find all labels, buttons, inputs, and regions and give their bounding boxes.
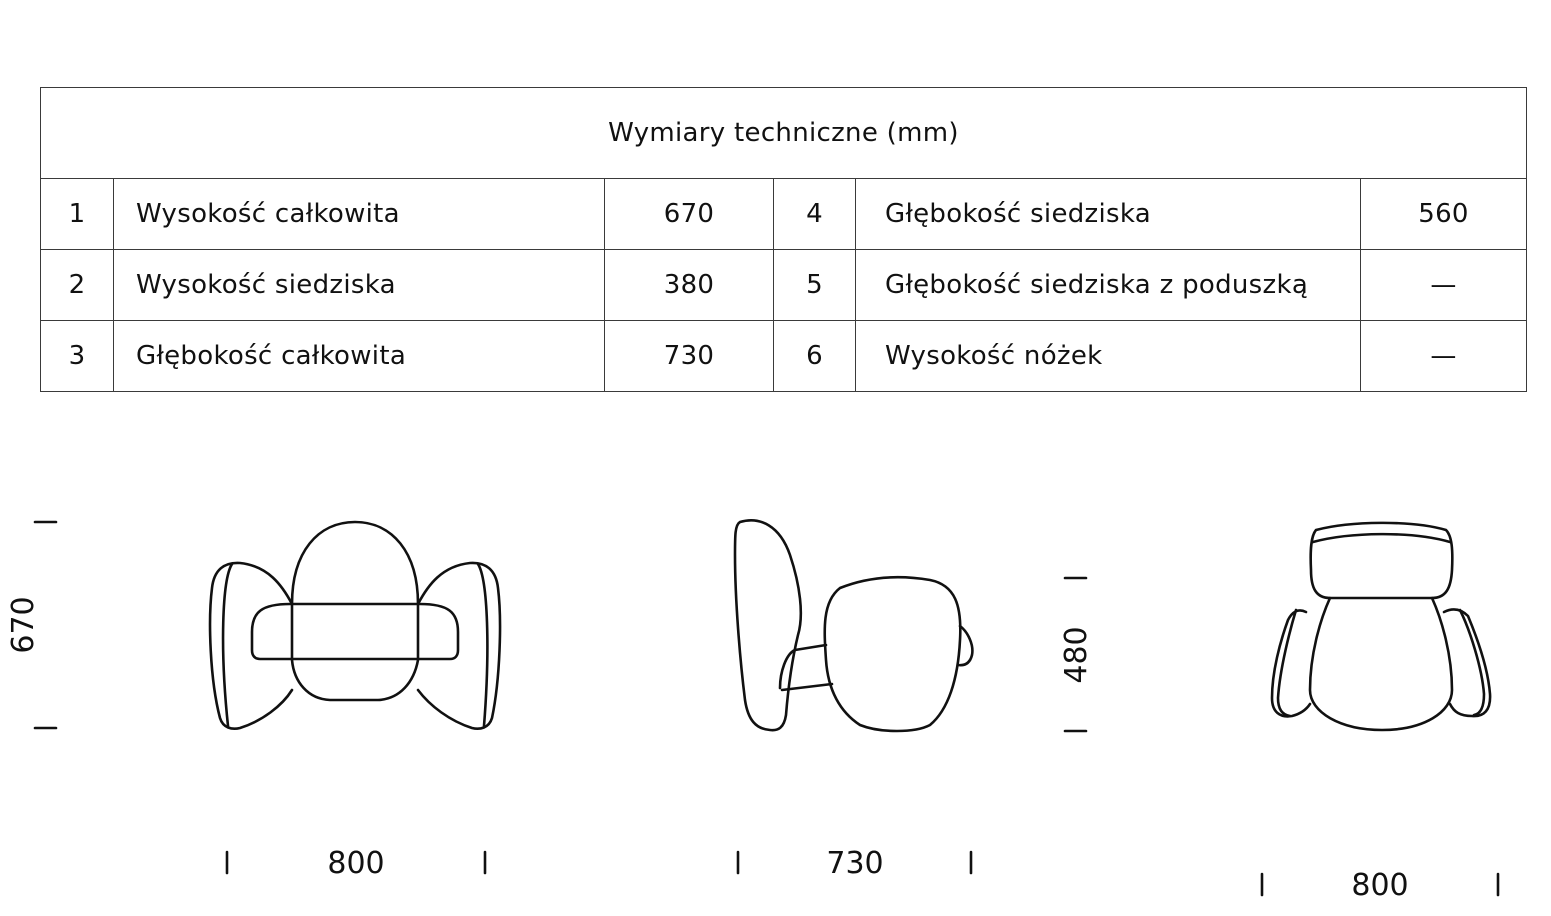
row-number: 5 (774, 250, 856, 321)
row-number: 4 (774, 179, 856, 250)
dimension-value: 560 (1361, 179, 1527, 250)
dimension-label: Wysokość siedziska (114, 250, 605, 321)
dimension-value: — (1361, 250, 1527, 321)
front-width-label: 800 (327, 846, 385, 881)
dimension-label: Wysokość nóżek (856, 321, 1361, 392)
side-seat-height-label: 480 (1059, 626, 1094, 684)
side-depth-label: 730 (826, 846, 884, 881)
row-number: 1 (41, 179, 114, 250)
dimension-value: 380 (605, 250, 774, 321)
dimension-label: Głębokość całkowita (114, 321, 605, 392)
back-view-drawing (1272, 523, 1490, 730)
front-height-label: 670 (6, 596, 41, 654)
front-view-drawing (210, 522, 500, 729)
dimension-label: Wysokość całkowita (114, 179, 605, 250)
dimension-value: — (1361, 321, 1527, 392)
row-number: 6 (774, 321, 856, 392)
table-title: Wymiary techniczne (mm) (41, 88, 1527, 179)
row-number: 2 (41, 250, 114, 321)
dimension-value: 730 (605, 321, 774, 392)
dimension-label: Głębokość siedziska (856, 179, 1361, 250)
back-width-label: 800 (1351, 868, 1409, 903)
dimension-value: 670 (605, 179, 774, 250)
dimension-label: Głębokość siedziska z poduszką (856, 250, 1361, 321)
row-number: 3 (41, 321, 114, 392)
side-view-drawing (735, 520, 972, 731)
